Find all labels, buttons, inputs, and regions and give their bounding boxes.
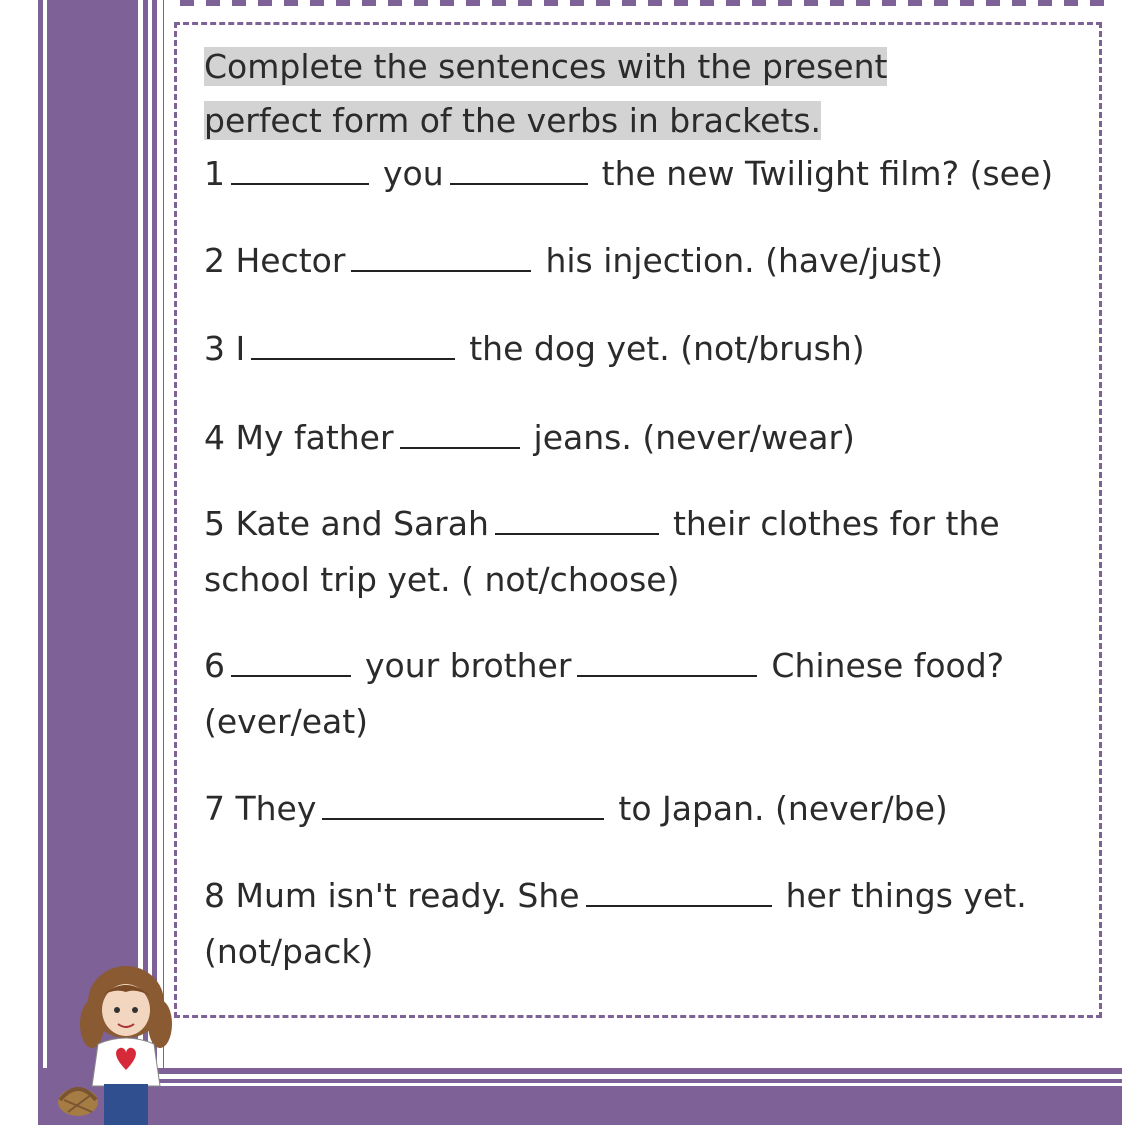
- bottom-band-stripe: [150, 1083, 1122, 1086]
- bottom-band-stripe: [150, 1074, 1122, 1079]
- sentence-1: [204, 154, 1053, 194]
- sentence-text: you: [383, 154, 444, 193]
- sentence-text: to Japan. (never/be): [618, 789, 948, 828]
- answer-blank[interactable]: [495, 509, 659, 535]
- sentence-text: Chinese food?: [771, 646, 1005, 685]
- answer-blank[interactable]: [577, 651, 757, 677]
- sentence-8: [204, 876, 1027, 916]
- sentence-4: [204, 418, 855, 458]
- sentence-text: 2 Hector: [204, 241, 346, 280]
- sentence-2: [204, 241, 943, 281]
- sentence-text: 8 Mum isn't ready. She: [204, 876, 580, 915]
- answer-blank[interactable]: [351, 246, 531, 272]
- sentence-text: 5 Kate and Sarah: [204, 504, 489, 543]
- top-dashed-edge: [180, 0, 1110, 6]
- sentence-text: 6: [204, 646, 225, 685]
- sentence-text: 7 They: [204, 789, 317, 828]
- answer-blank[interactable]: [400, 423, 520, 449]
- sentence-3: [204, 329, 865, 369]
- sentence-text: the dog yet. (not/brush): [469, 329, 865, 368]
- sentence-6: [204, 646, 1004, 686]
- left-purple-border: [38, 0, 164, 1125]
- sentence-8-continued: (not/pack): [204, 932, 374, 971]
- exercise-instructions: [204, 40, 1004, 148]
- instructions-text: Complete the sentences with the present perfect form of the verbs in brackets.: [204, 47, 888, 140]
- answer-blank[interactable]: [231, 651, 351, 677]
- border-stripe: [157, 0, 163, 1125]
- sentence-5: [204, 504, 1000, 544]
- sentence-text: his injection. (have/just): [545, 241, 944, 280]
- answer-blank[interactable]: [322, 794, 604, 820]
- sentence-text: her things yet.: [785, 876, 1027, 915]
- sentence-text: the new Twilight film? (see): [601, 154, 1054, 193]
- answer-blank[interactable]: [251, 334, 455, 360]
- sentence-text: their clothes for the: [672, 504, 1000, 543]
- sentence-text: 3 I: [204, 329, 246, 368]
- answer-blank[interactable]: [231, 159, 369, 185]
- border-stripe: [43, 0, 47, 1125]
- answer-blank[interactable]: [586, 881, 772, 907]
- border-stripe: [148, 0, 152, 1125]
- sentence-text: your brother: [365, 646, 572, 685]
- sentence-6-continued: (ever/eat): [204, 702, 369, 741]
- sentence-text: 4 My father: [204, 418, 394, 457]
- girl-with-basket-clipart-icon: [56, 966, 196, 1125]
- border-stripe: [138, 0, 143, 1125]
- sentence-5-continued: school trip yet. ( not/choose): [204, 560, 680, 599]
- sentence-text: jeans. (never/wear): [533, 418, 855, 457]
- answer-blank[interactable]: [450, 159, 588, 185]
- sentence-7: [204, 789, 948, 829]
- item-number: 1: [204, 154, 225, 193]
